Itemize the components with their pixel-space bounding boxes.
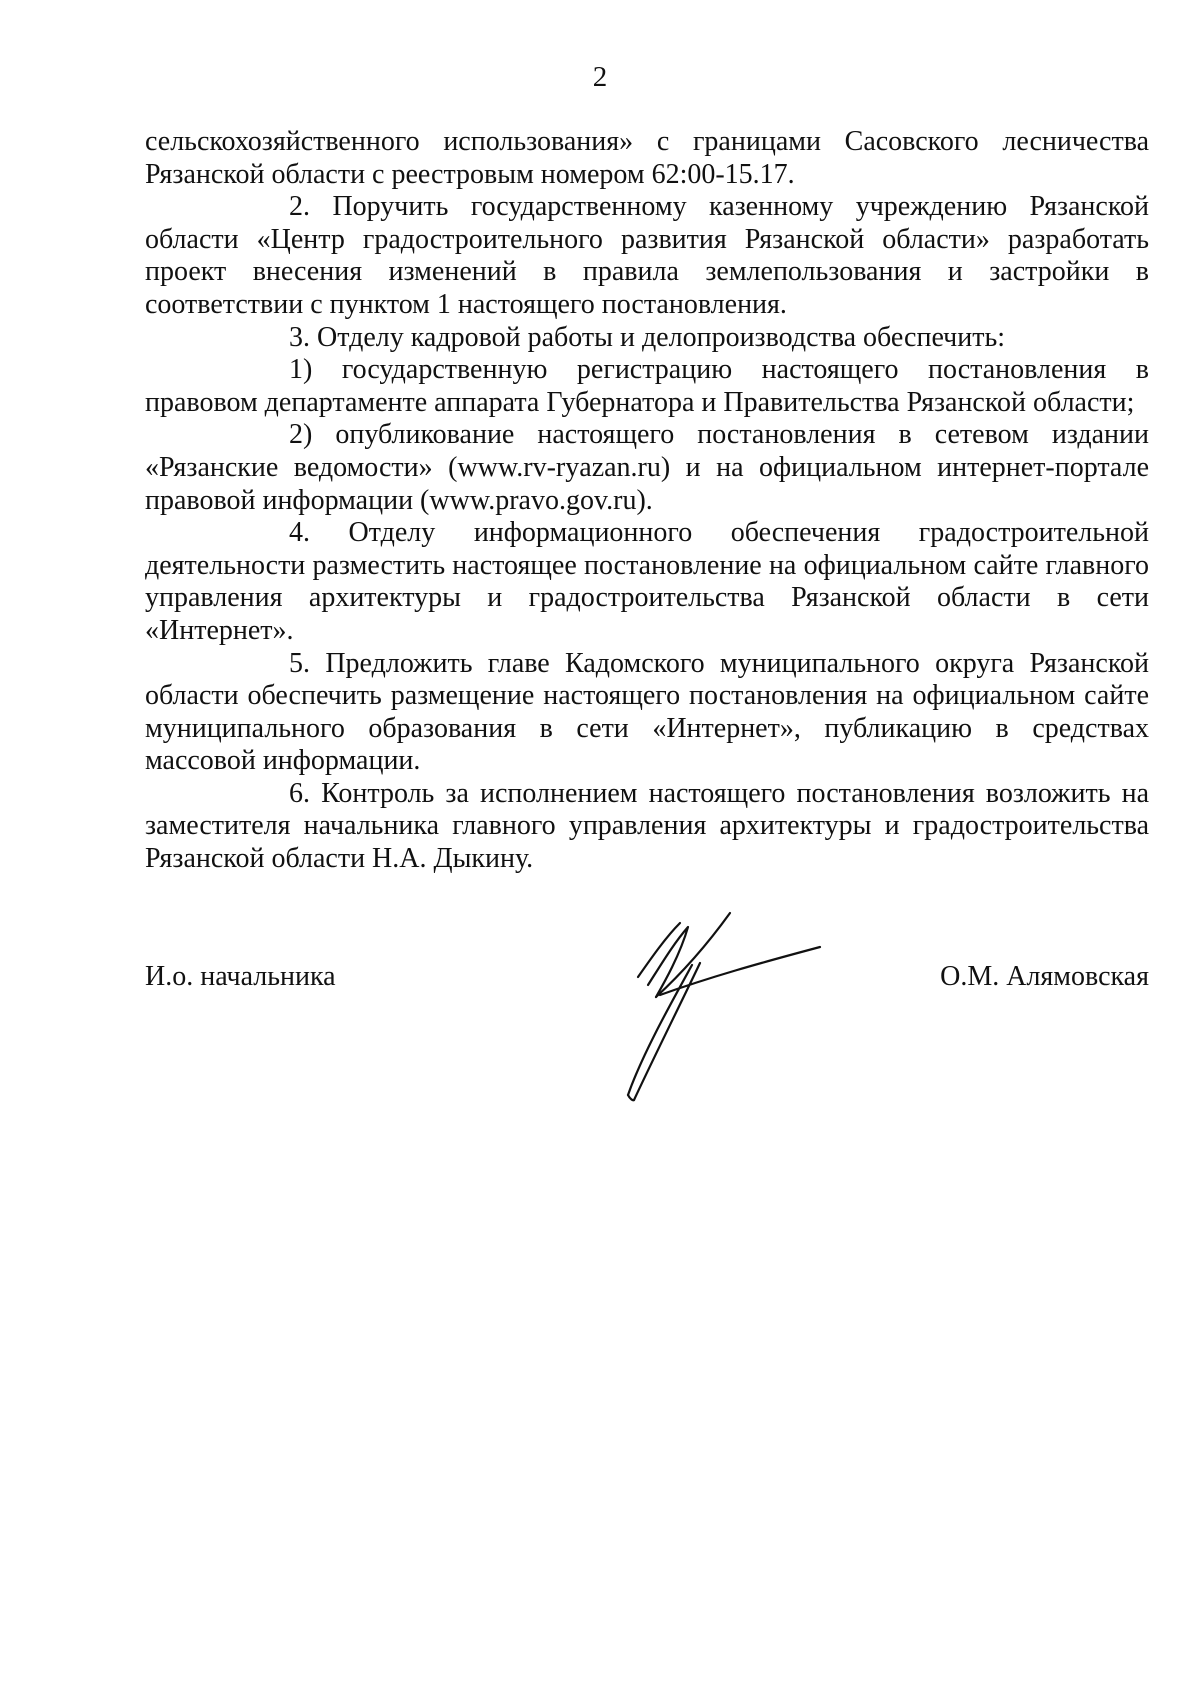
item-number: 3. — [289, 321, 310, 353]
paragraph-subitem-1 — [145, 354, 1149, 419]
paragraph-continuation — [145, 126, 1149, 191]
paragraph-text: Отделу кадровой работы и делопроизводства обеспечить: — [317, 321, 1006, 353]
item-number: 2. — [289, 191, 310, 223]
paragraph-text: сельскохозяйственного использования» с границами Сасовского лесничества Рязанской области с реестровым номером 62:00-15.17. — [145, 126, 1149, 190]
handwritten-signature — [600, 905, 840, 1105]
paragraph-item-5 — [145, 648, 1149, 778]
paragraph-item-3 — [145, 322, 1149, 355]
paragraph-text: Предложить главе Кадомского муниципального округа Рязанской области обеспечить размещение настоящего постановления на официальном сайте муниципального образования в сети «Интернет», публикацию в средствах массовой информации. — [145, 647, 1150, 777]
paragraph-subitem-2 — [145, 419, 1149, 517]
paragraph-text: Поручить государственному казенному учреждению Рязанской области «Центр градостроительного развития Рязанской области» разработать проект внесения изменений в правила землепользования и застройки в соответствии с пунктом 1 настоящего постановления. — [145, 191, 1150, 320]
item-number: 5. — [289, 647, 310, 679]
signatory-name: О.М. Алямовская — [940, 961, 1149, 992]
item-number: 6. — [289, 777, 310, 809]
paragraph-item-4 — [145, 517, 1149, 647]
document-body — [145, 126, 1149, 876]
paragraph-item-6 — [145, 778, 1149, 876]
paragraph-text: государственную регистрацию настоящего постановления в правовом департаменте аппарата Губернатора и Правительства Рязанской области; — [145, 354, 1150, 418]
paragraph-text: опубликование настоящего постановления в сетевом издании «Рязанские ведомости» (www.rv-ryazan.ru) и на официальном интернет-портале правовой информации (www.pravo.gov.ru). — [145, 419, 1150, 516]
item-number: 1) — [289, 354, 313, 386]
paragraph-text: Контроль за исполнением настоящего постановления возложить на заместителя начальника главного управления архитектуры и градостроительства Рязанской области Н.А. Дыкину. — [145, 777, 1150, 875]
paragraph-item-2 — [145, 191, 1149, 321]
paragraph-text: Отделу информационного обеспечения градостроительной деятельности разместить настоящее постановление на официальном сайте главного управления архитектуры и градостроительства Рязанской области в сети «Интернет». — [145, 517, 1149, 646]
item-number: 2) — [289, 419, 313, 451]
signatory-role: И.о. начальника — [145, 961, 336, 992]
item-number: 4. — [289, 517, 310, 549]
page-number: 2 — [592, 61, 608, 93]
